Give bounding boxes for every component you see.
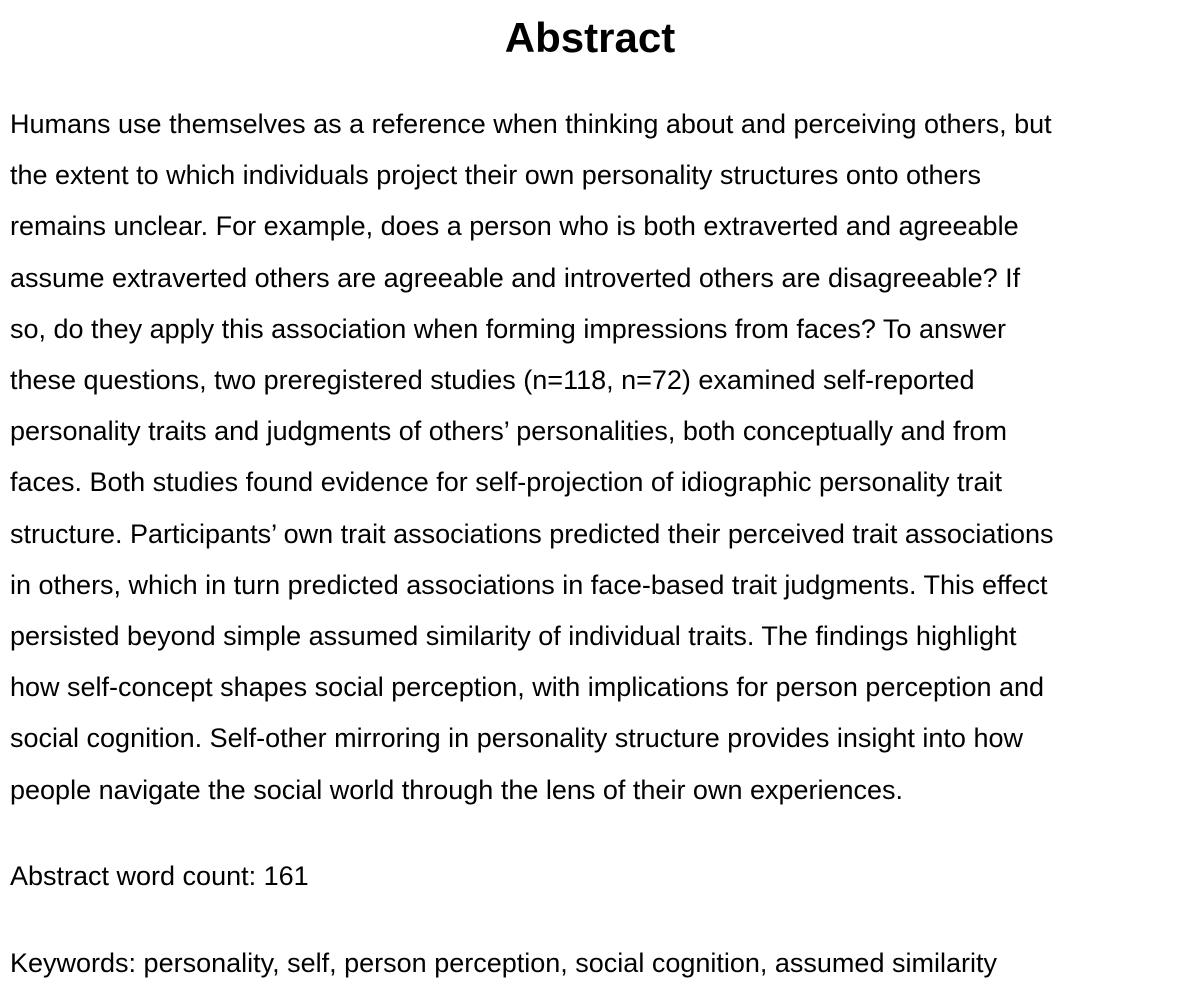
keywords-line: Keywords: personality, self, person perception, social cognition, assumed similarity [10, 948, 997, 978]
page-title: Abstract [504, 14, 676, 61]
abstract-line: social cognition. Self-other mirroring in personality structure provides insight into how [10, 723, 1023, 754]
abstract-line: so, do they apply this association when forming impressions from faces? To answer [10, 313, 1006, 344]
abstract-line: Humans use themselves as a reference when thinking about and perceiving others, but [10, 109, 1052, 139]
abstract-line: structure. Participants’ own trait associations predicted their perceived trait associations [10, 518, 1054, 549]
abstract-line: faces. Both studies found evidence for self-projection of idiographic personality trait [10, 467, 1003, 498]
abstract-line: assume extraverted others are agreeable and introverted others are disagreeable? If [10, 262, 1021, 293]
abstract-line: how self-concept shapes social perception, with implications for person perception and [10, 672, 1045, 703]
abstract-line: people navigate the social world through the lens of their own experiences. [10, 774, 904, 805]
abstract-line: persisted beyond simple assumed similarity of individual traits. The findings highlight [10, 621, 1017, 652]
abstract-line: these questions, two preregistered studies (n=118, n=72) examined self-reported [10, 365, 975, 396]
abstract-text [10, 99, 1170, 816]
abstract-line: in others, which in turn predicted associations in face-based trait judgments. This effect [10, 569, 1048, 600]
abstract-line: personality traits and judgments of others’ personalities, both conceptually and from [10, 416, 1008, 447]
abstract-line: remains unclear. For example, does a person who is both extraverted and agreeable [10, 211, 1019, 242]
abstract-word-count: Abstract word count: 161 [10, 861, 309, 891]
abstract-line: the extent to which individuals project their own personality structures onto others [10, 160, 982, 191]
